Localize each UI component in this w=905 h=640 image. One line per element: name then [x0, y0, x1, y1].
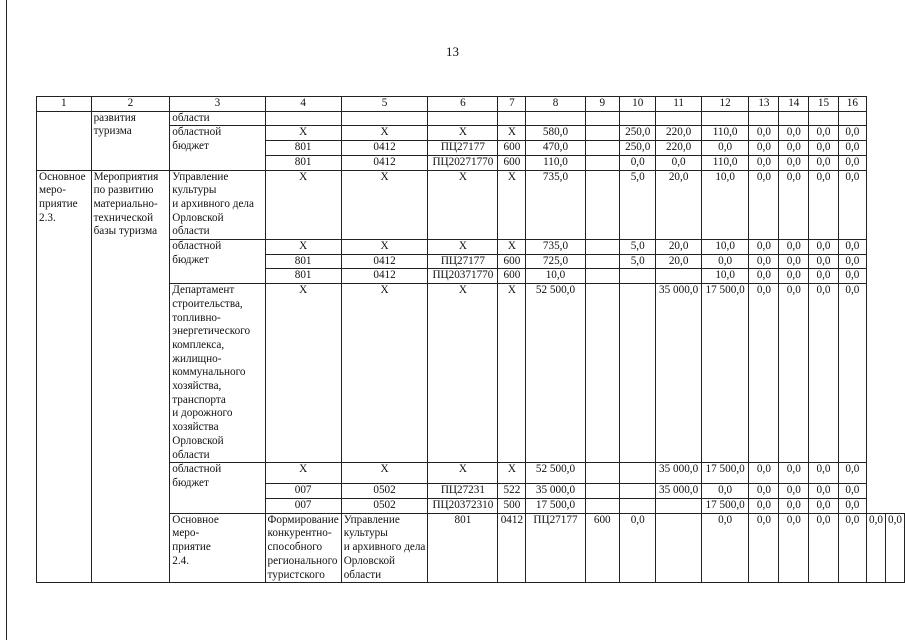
- column-number-header: 14: [779, 97, 809, 112]
- value-cell: 0,0: [809, 155, 838, 170]
- value-cell: 0412: [341, 155, 428, 170]
- value-cell: 0,0: [749, 240, 779, 255]
- value-cell: [585, 141, 619, 156]
- value-cell: [809, 111, 838, 126]
- measure-name-cell: развития туризма: [91, 111, 170, 170]
- value-cell: X: [428, 284, 498, 463]
- value-cell: 220,0: [656, 126, 701, 141]
- value-cell: 0,0: [749, 269, 779, 284]
- value-cell: X: [265, 240, 341, 255]
- value-cell: X: [341, 284, 428, 463]
- value-cell: [585, 111, 619, 126]
- column-number-header: 3: [170, 97, 265, 112]
- value-cell: 0,0: [779, 284, 809, 463]
- value-cell: 10,0: [701, 170, 749, 240]
- executor-cell: Департамент строительства, топливно- энергетического комплекса, жилищно- коммунального хозяйства, транспорта и дорожного хозяйства Орловской области: [170, 284, 265, 463]
- value-cell: 470,0: [526, 141, 585, 156]
- column-number-header: 15: [809, 97, 838, 112]
- value-cell: 801: [265, 254, 341, 269]
- value-cell: 20,0: [656, 170, 701, 240]
- value-cell: 35 000,0: [656, 284, 701, 463]
- value-cell: [526, 111, 585, 126]
- value-cell: 007: [265, 484, 341, 499]
- value-cell: 35 000,0: [526, 484, 585, 499]
- value-cell: ПЦ27231: [428, 484, 498, 499]
- value-cell: 0,0: [779, 155, 809, 170]
- value-cell: ПЦ27177: [428, 141, 498, 156]
- value-cell: 220,0: [656, 141, 701, 156]
- value-cell: X: [341, 170, 428, 240]
- budget-table: [36, 96, 905, 583]
- value-cell: 20,0: [656, 240, 701, 255]
- value-cell: 0,0: [809, 484, 838, 499]
- value-cell: 580,0: [526, 126, 585, 141]
- value-cell: 0,0: [867, 513, 886, 583]
- executor-cell: Управление культуры и архивного дела Орловской области: [341, 513, 428, 583]
- value-cell: [779, 111, 809, 126]
- value-cell: 0,0: [809, 284, 838, 463]
- value-cell: 801: [265, 141, 341, 156]
- value-cell: [585, 240, 619, 255]
- value-cell: [585, 463, 619, 484]
- value-cell: 0,0: [749, 155, 779, 170]
- column-number-header: 12: [701, 97, 749, 112]
- value-cell: 5,0: [619, 170, 656, 240]
- value-cell: 10,0: [701, 240, 749, 255]
- value-cell: 0,0: [701, 513, 749, 583]
- measure-number-cell: Основное меро- приятие 2.4.: [170, 513, 265, 583]
- value-cell: 0,0: [838, 155, 866, 170]
- value-cell: ПЦ20372310: [428, 498, 498, 513]
- value-cell: 522: [498, 484, 526, 499]
- value-cell: 0,0: [749, 484, 779, 499]
- value-cell: [585, 254, 619, 269]
- column-number-header: 6: [428, 97, 498, 112]
- value-cell: 250,0: [619, 126, 656, 141]
- value-cell: 17 500,0: [526, 498, 585, 513]
- value-cell: [656, 111, 701, 126]
- value-cell: 0,0: [809, 254, 838, 269]
- value-cell: 0,0: [749, 126, 779, 141]
- value-cell: X: [265, 284, 341, 463]
- value-cell: 0,0: [838, 254, 866, 269]
- value-cell: 735,0: [526, 240, 585, 255]
- value-cell: [428, 111, 498, 126]
- value-cell: 17 500,0: [701, 284, 749, 463]
- value-cell: 0,0: [809, 126, 838, 141]
- value-cell: 0,0: [838, 484, 866, 499]
- value-cell: [585, 126, 619, 141]
- executor-cell: области: [170, 111, 265, 126]
- value-cell: 0,0: [779, 498, 809, 513]
- value-cell: X: [428, 463, 498, 484]
- value-cell: 5,0: [619, 254, 656, 269]
- value-cell: [656, 498, 701, 513]
- value-cell: 0,0: [779, 126, 809, 141]
- value-cell: ПЦ27177: [526, 513, 585, 583]
- header-row: [37, 97, 905, 112]
- value-cell: 5,0: [619, 240, 656, 255]
- column-number-header: 9: [585, 97, 619, 112]
- value-cell: [701, 111, 749, 126]
- value-cell: X: [498, 126, 526, 141]
- value-cell: 110,0: [701, 126, 749, 141]
- value-cell: 0,0: [701, 141, 749, 156]
- table-row: [37, 111, 905, 126]
- value-cell: X: [265, 463, 341, 484]
- value-cell: 0412: [498, 513, 526, 583]
- measure-name-cell: Формирование конкурентно- способного регионального туристского: [265, 513, 341, 583]
- value-cell: [619, 284, 656, 463]
- value-cell: 0,0: [749, 141, 779, 156]
- value-cell: 0,0: [809, 269, 838, 284]
- value-cell: [656, 269, 701, 284]
- value-cell: 0,0: [749, 513, 779, 583]
- column-number-header: 4: [265, 97, 341, 112]
- value-cell: X: [428, 170, 498, 240]
- value-cell: 0,0: [809, 141, 838, 156]
- value-cell: 0,0: [809, 240, 838, 255]
- value-cell: [619, 111, 656, 126]
- value-cell: 0,0: [886, 513, 905, 583]
- value-cell: 725,0: [526, 254, 585, 269]
- value-cell: [585, 484, 619, 499]
- value-cell: 0,0: [701, 484, 749, 499]
- measure-number-cell: Основное меро- приятие 2.3.: [37, 170, 92, 583]
- value-cell: 0,0: [838, 141, 866, 156]
- executor-cell: Управление культуры и архивного дела Орловской области: [170, 170, 265, 240]
- value-cell: 0,0: [701, 254, 749, 269]
- value-cell: 0412: [341, 254, 428, 269]
- value-cell: 10,0: [701, 269, 749, 284]
- value-cell: 0,0: [809, 463, 838, 484]
- value-cell: X: [341, 240, 428, 255]
- column-number-header: 10: [619, 97, 656, 112]
- value-cell: [619, 463, 656, 484]
- value-cell: 0,0: [749, 498, 779, 513]
- budget-source-cell: областной бюджет: [170, 126, 265, 170]
- column-number-header: 1: [37, 97, 92, 112]
- value-cell: 0,0: [779, 484, 809, 499]
- value-cell: 250,0: [619, 141, 656, 156]
- value-cell: [838, 111, 866, 126]
- value-cell: X: [498, 170, 526, 240]
- value-cell: 735,0: [526, 170, 585, 240]
- value-cell: 0,0: [779, 463, 809, 484]
- value-cell: X: [341, 126, 428, 141]
- value-cell: ПЦ20371770: [428, 269, 498, 284]
- value-cell: 0,0: [779, 513, 809, 583]
- value-cell: 52 500,0: [526, 463, 585, 484]
- value-cell: 0,0: [656, 155, 701, 170]
- value-cell: 801: [428, 513, 498, 583]
- value-cell: 801: [265, 269, 341, 284]
- value-cell: 0,0: [619, 513, 656, 583]
- value-cell: ПЦ27177: [428, 254, 498, 269]
- value-cell: 500: [498, 498, 526, 513]
- value-cell: 0,0: [838, 284, 866, 463]
- value-cell: 600: [498, 141, 526, 156]
- measure-cell: [37, 111, 92, 170]
- value-cell: [341, 111, 428, 126]
- value-cell: 0502: [341, 498, 428, 513]
- budget-table-body: [37, 97, 905, 583]
- value-cell: 0,0: [779, 141, 809, 156]
- value-cell: [585, 170, 619, 240]
- value-cell: 0,0: [779, 254, 809, 269]
- measure-name-cell: Мероприятия по развитию материально- технической базы туризма: [91, 170, 170, 583]
- value-cell: 110,0: [701, 155, 749, 170]
- value-cell: 600: [498, 254, 526, 269]
- value-cell: 600: [585, 513, 619, 583]
- column-number-header: 11: [656, 97, 701, 112]
- value-cell: [656, 513, 701, 583]
- value-cell: 0,0: [809, 170, 838, 240]
- column-number-header: 5: [341, 97, 428, 112]
- column-number-header: 16: [838, 97, 866, 112]
- value-cell: X: [428, 126, 498, 141]
- value-cell: 20,0: [656, 254, 701, 269]
- value-cell: 0,0: [749, 254, 779, 269]
- table-row: [37, 170, 905, 240]
- value-cell: 0412: [341, 141, 428, 156]
- value-cell: 007: [265, 498, 341, 513]
- value-cell: X: [498, 240, 526, 255]
- value-cell: 0,0: [809, 513, 838, 583]
- value-cell: X: [498, 463, 526, 484]
- value-cell: 10,0: [526, 269, 585, 284]
- value-cell: 0,0: [838, 126, 866, 141]
- value-cell: ПЦ20271770: [428, 155, 498, 170]
- value-cell: [585, 284, 619, 463]
- value-cell: 0,0: [619, 155, 656, 170]
- page-left-rule: [6, 0, 7, 640]
- page-number: 13: [446, 44, 459, 59]
- value-cell: 0,0: [779, 170, 809, 240]
- value-cell: 0,0: [838, 170, 866, 240]
- value-cell: [585, 498, 619, 513]
- budget-source-cell: областной бюджет: [170, 240, 265, 284]
- value-cell: X: [265, 170, 341, 240]
- value-cell: 0,0: [838, 240, 866, 255]
- value-cell: X: [428, 240, 498, 255]
- value-cell: 0,0: [779, 269, 809, 284]
- value-cell: 0,0: [779, 240, 809, 255]
- value-cell: X: [341, 463, 428, 484]
- column-number-header: 2: [91, 97, 170, 112]
- value-cell: 110,0: [526, 155, 585, 170]
- value-cell: 0,0: [838, 513, 866, 583]
- value-cell: 35 000,0: [656, 463, 701, 484]
- value-cell: [749, 111, 779, 126]
- value-cell: 17 500,0: [701, 463, 749, 484]
- value-cell: [619, 498, 656, 513]
- column-number-header: 13: [749, 97, 779, 112]
- value-cell: 600: [498, 155, 526, 170]
- value-cell: [265, 111, 341, 126]
- column-number-header: 7: [498, 97, 526, 112]
- budget-source-cell: областной бюджет: [170, 463, 265, 513]
- value-cell: 0,0: [749, 170, 779, 240]
- value-cell: [619, 269, 656, 284]
- value-cell: X: [265, 126, 341, 141]
- value-cell: 0,0: [838, 498, 866, 513]
- value-cell: 801: [265, 155, 341, 170]
- value-cell: 0412: [341, 269, 428, 284]
- column-number-header: 8: [526, 97, 585, 112]
- value-cell: [619, 484, 656, 499]
- value-cell: [585, 269, 619, 284]
- value-cell: 35 000,0: [656, 484, 701, 499]
- value-cell: [585, 155, 619, 170]
- value-cell: 0,0: [838, 463, 866, 484]
- value-cell: 0502: [341, 484, 428, 499]
- value-cell: 0,0: [749, 463, 779, 484]
- value-cell: 0,0: [838, 269, 866, 284]
- value-cell: 600: [498, 269, 526, 284]
- value-cell: 17 500,0: [701, 498, 749, 513]
- value-cell: 0,0: [749, 284, 779, 463]
- value-cell: 52 500,0: [526, 284, 585, 463]
- value-cell: X: [498, 284, 526, 463]
- value-cell: 0,0: [809, 498, 838, 513]
- value-cell: [498, 111, 526, 126]
